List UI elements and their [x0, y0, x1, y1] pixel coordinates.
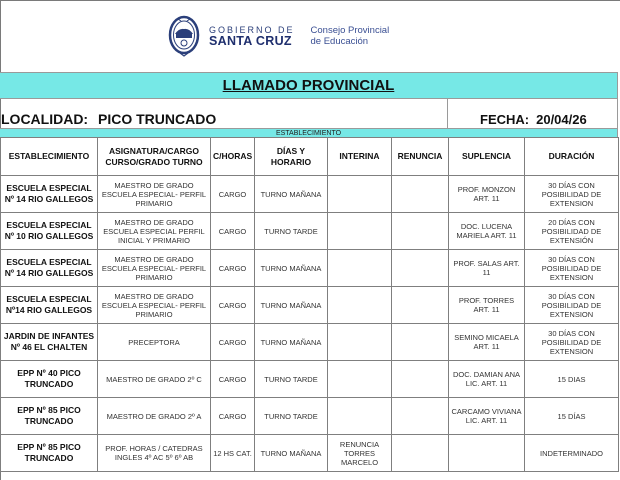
fecha-value: 20/04/26	[536, 112, 587, 127]
cell-horario: TURNO MAÑANA	[255, 324, 328, 361]
cell-interina	[328, 176, 392, 213]
cell-asignatura: MAESTRO DE GRADO ESCUELA ESPECIAL- PERFIL PRIMARIO	[98, 250, 211, 287]
cell-horas: CARGO	[211, 287, 255, 324]
cell-suplencia: PROF. SALAS ART. 11	[449, 250, 525, 287]
cell-establecimiento: ESCUELA ESPECIAL Nº 14 RIO GALLEGOS	[1, 176, 98, 213]
title-band	[0, 72, 618, 99]
cell-horario: TURNO TARDE	[255, 361, 328, 398]
cell-establecimiento: ESCUELA ESPECIAL Nº14 RIO GALLEGOS	[1, 287, 98, 324]
cell-horario: TURNO MAÑANA	[255, 435, 328, 472]
cell-duracion: INDETERMINADO	[525, 435, 619, 472]
col-horario: DÍAS Y HORARIO	[255, 138, 328, 176]
cell-horas: CARGO	[211, 398, 255, 435]
table-row	[1, 361, 619, 398]
provincial-crest-icon	[168, 15, 200, 57]
cell-renuncia	[392, 435, 449, 472]
cell-renuncia	[392, 213, 449, 250]
document-title: LLAMADO PROVINCIAL	[222, 77, 395, 94]
cell-renuncia	[392, 250, 449, 287]
cell-horas: CARGO	[211, 176, 255, 213]
col-establecimiento: ESTABLECIMIENTO	[1, 138, 98, 176]
council-line1: Consejo Provincial	[310, 25, 390, 36]
col-asignatura: ASIGNATURA/CARGO CURSO/GRADO TURNO	[98, 138, 211, 176]
cell-horario: TURNO MAÑANA	[255, 176, 328, 213]
council-line2: de Educación	[310, 36, 369, 47]
col-suplencia: SUPLENCIA	[449, 138, 525, 176]
cell-asignatura: PRECEPTORA	[98, 324, 211, 361]
table-row	[1, 287, 619, 324]
cell-suplencia	[449, 435, 525, 472]
cell-horas: CARGO	[211, 361, 255, 398]
cell-establecimiento: ESCUELA ESPECIAL Nº 10 RIO GALLEGOS	[1, 213, 98, 250]
cell-duracion: 15 DIAS	[525, 361, 619, 398]
cell-interina	[328, 361, 392, 398]
fecha	[480, 112, 587, 127]
table-row	[1, 324, 619, 361]
cell-horario: TURNO TARDE	[255, 398, 328, 435]
vacancies-table	[0, 137, 619, 472]
table-row	[1, 176, 619, 213]
table-header-row	[1, 138, 619, 176]
gov-line1: GOBIERNO DE	[209, 24, 295, 35]
table-row	[1, 213, 619, 250]
cell-duracion: 30 DÍAS CON POSIBILIDAD DE EXTENSION	[525, 324, 619, 361]
cell-horario: TURNO MAÑANA	[255, 287, 328, 324]
cell-asignatura: PROF. HORAS / CATEDRAS INGLES 4º AC 5º 6º AB	[98, 435, 211, 472]
col-horas: C/HORAS	[211, 138, 255, 176]
localidad-label: LOCALIDAD:	[1, 111, 89, 127]
cell-suplencia: SEMINO MICAELA ART. 11	[449, 324, 525, 361]
cell-asignatura: MAESTRO DE GRADO ESCUELA ESPECIAL PERFIL INICIAL Y PRIMARIO	[98, 213, 211, 250]
cell-horario: TURNO TARDE	[255, 213, 328, 250]
gov-line2: SANTA CRUZ	[209, 33, 292, 48]
cell-asignatura: MAESTRO DE GRADO ESCUELA ESPECIAL- PERFIL PRIMARIO	[98, 287, 211, 324]
table-row	[1, 435, 619, 472]
cell-interina	[328, 324, 392, 361]
cell-establecimiento: EPP Nº 40 PICO TRUNCADO	[1, 361, 98, 398]
fecha-label: FECHA:	[480, 112, 530, 127]
cell-renuncia	[392, 287, 449, 324]
cell-renuncia	[392, 361, 449, 398]
header-logo	[168, 14, 389, 58]
cell-asignatura: MAESTRO DE GRADO ESCUELA ESPECIAL- PERFIL PRIMARIO	[98, 176, 211, 213]
cell-suplencia: PROF. MONZON ART. 11	[449, 176, 525, 213]
col-renuncia: RENUNCIA	[392, 138, 449, 176]
cell-interina	[328, 287, 392, 324]
cell-establecimiento: JARDIN DE INFANTES Nº 46 EL CHALTEN	[1, 324, 98, 361]
cell-asignatura: MAESTRO DE GRADO 2º A	[98, 398, 211, 435]
cell-horas: CARGO	[211, 324, 255, 361]
cell-interina	[328, 250, 392, 287]
cell-suplencia: CARCAMO VIVIANA LIC. ART. 11	[449, 398, 525, 435]
cell-interina: RENUNCIA TORRES MARCELO	[328, 435, 392, 472]
cell-horario: TURNO MAÑANA	[255, 250, 328, 287]
col-interina: INTERINA	[328, 138, 392, 176]
cell-duracion: 30 DÍAS CON POSIBILIDAD DE EXTENSION	[525, 176, 619, 213]
localidad-value: PICO TRUNCADO	[98, 111, 217, 127]
cell-suplencia: DOC. DAMIAN ANA LIC. ART. 11	[449, 361, 525, 398]
col-duracion: DURACIÓN	[525, 138, 619, 176]
cell-duracion: 20 DÍAS CON POSIBILIDAD DE EXTENSIÓN	[525, 213, 619, 250]
cell-horas: 12 HS CAT.	[211, 435, 255, 472]
cell-suplencia: PROF. TORRES ART. 11	[449, 287, 525, 324]
cell-horas: CARGO	[211, 250, 255, 287]
cell-suplencia: DOC. LUCENA MARIELA ART. 11	[449, 213, 525, 250]
cell-renuncia	[392, 176, 449, 213]
table-row	[1, 250, 619, 287]
cell-duracion: 30 DÍAS CON POSIBILIDAD DE EXTENSION	[525, 287, 619, 324]
cell-renuncia	[392, 398, 449, 435]
cell-asignatura: MAESTRO DE GRADO 2º C	[98, 361, 211, 398]
localidad-row	[0, 99, 618, 128]
divider	[447, 99, 448, 128]
cell-establecimiento: EPP Nº 85 PICO TRUNCADO	[1, 435, 98, 472]
cell-interina	[328, 398, 392, 435]
cell-duracion: 15 DÍAS	[525, 398, 619, 435]
cell-establecimiento: ESCUELA ESPECIAL Nº 14 RIO GALLEGOS	[1, 250, 98, 287]
establecimiento-band: ESTABLECIMIENTO	[0, 128, 618, 138]
cell-interina	[328, 213, 392, 250]
table-row	[1, 398, 619, 435]
cell-horas: CARGO	[211, 213, 255, 250]
cell-duracion: 30 DÍAS CON POSIBILIDAD DE EXTENSION	[525, 250, 619, 287]
cell-renuncia	[392, 324, 449, 361]
cell-establecimiento: EPP Nº 85 PICO TRUNCADO	[1, 398, 98, 435]
